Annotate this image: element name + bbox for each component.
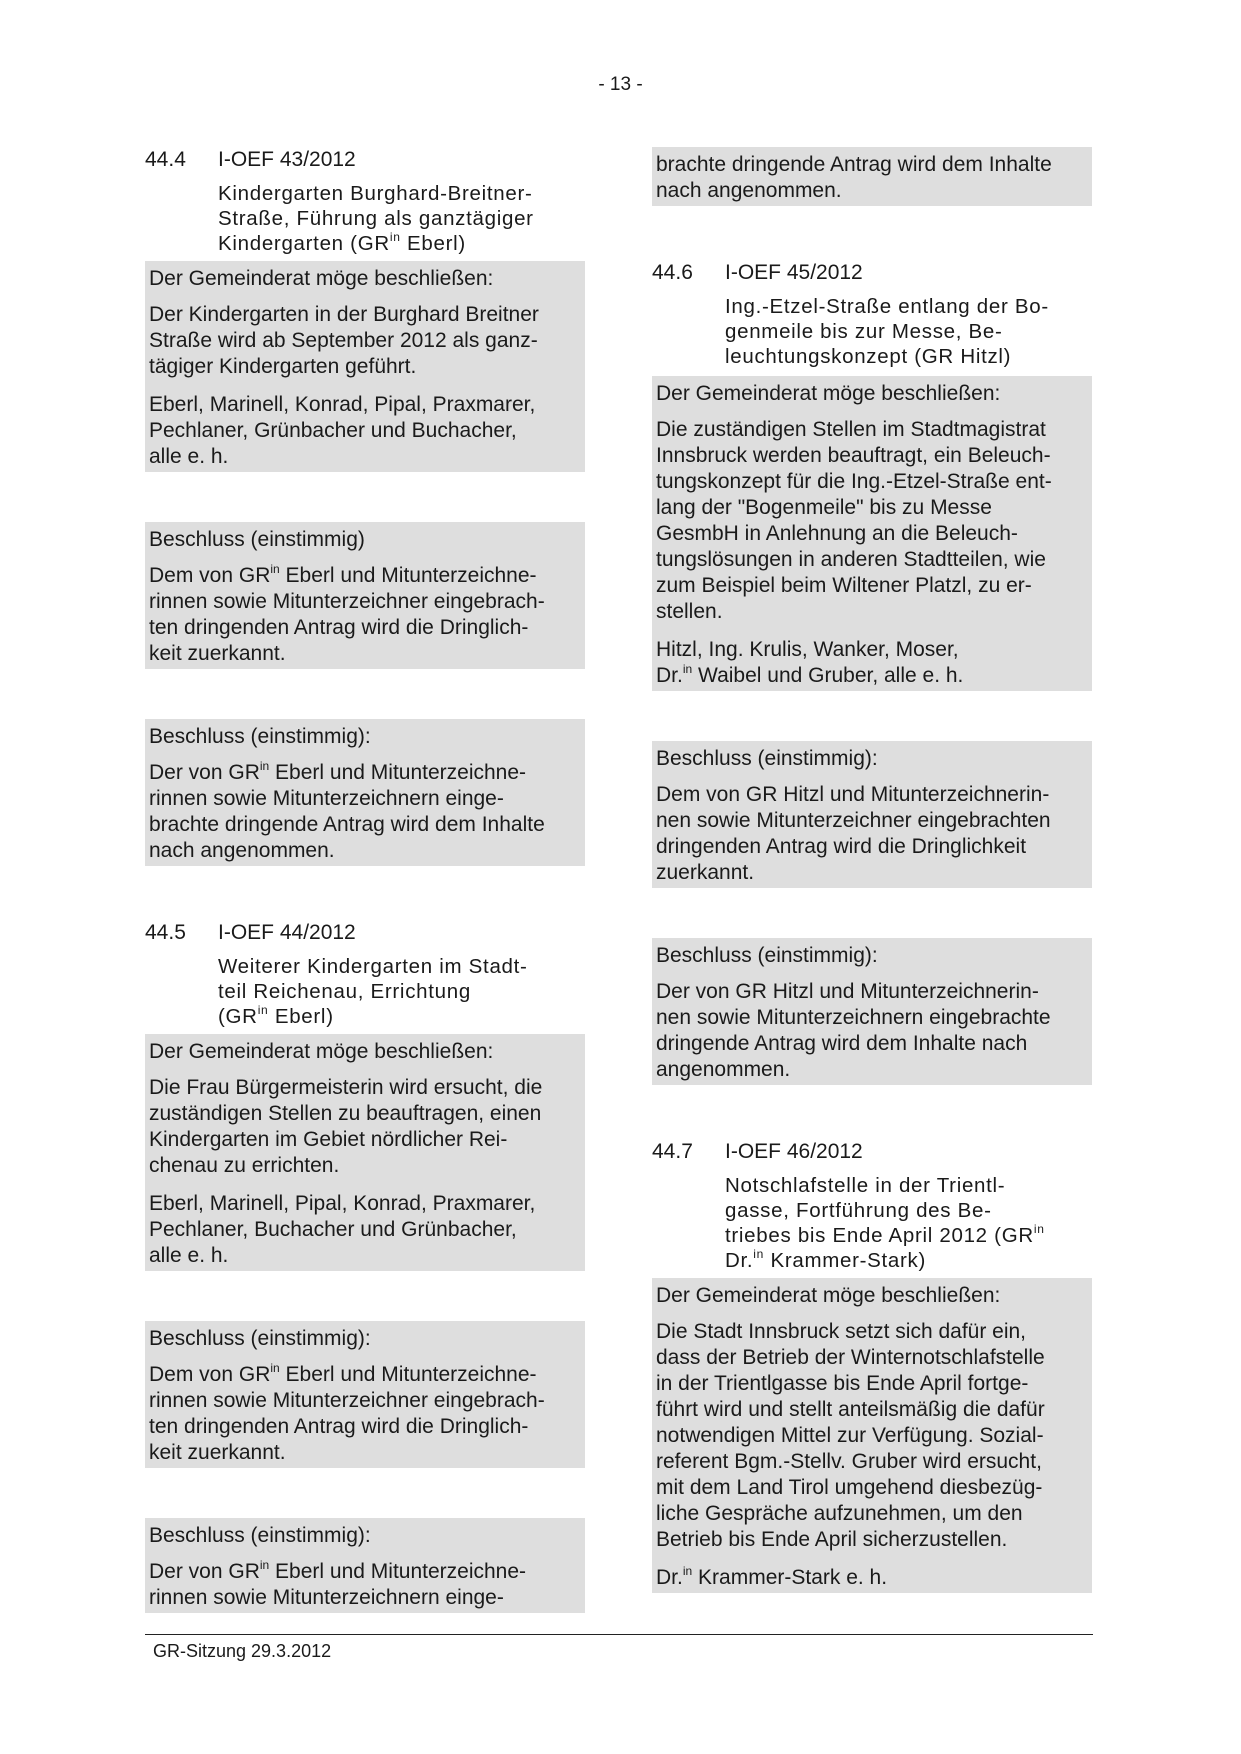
title-line: Notschlafstelle in der Trientl- xyxy=(725,1174,1006,1197)
text-line: chenau zu errichten. xyxy=(149,1154,340,1177)
motion-text xyxy=(149,1075,581,1179)
text-line: notwendigen Mittel zur Verfügung. Sozial- xyxy=(656,1424,1044,1447)
resolution-box-44-4-urgency xyxy=(145,522,585,669)
text-line: zuständigen Stellen zu beauftragen, einen xyxy=(149,1102,542,1125)
text-line: Kindergarten im Gebiet nördlicher Rei- xyxy=(149,1128,508,1151)
text-line: tungskonzept für die Ing.-Etzel-Straße ent- xyxy=(656,470,1052,493)
sup-in: in xyxy=(257,1003,269,1017)
text-line: tungslösungen in anderen Stadtteilen, wie xyxy=(656,548,1046,571)
text-line: referent Bgm.-Stellv. Gruber wird ersucht, xyxy=(656,1450,1042,1473)
resolution-text xyxy=(149,563,581,667)
title-line: Krammer-Stark) xyxy=(764,1249,927,1272)
resolution-box-44-6-content xyxy=(652,938,1092,1085)
resolution-head: Beschluss (einstimmig) xyxy=(149,528,365,551)
text-line: dringende Antrag wird dem Inhalte nach xyxy=(656,1032,1028,1055)
text-line: nach angenommen. xyxy=(656,179,842,202)
title-line: Straße, Führung als ganztägiger xyxy=(218,207,534,230)
item-heading-44-5 xyxy=(145,920,585,946)
title-line: Eberl) xyxy=(268,1005,334,1028)
text-line: alle e. h. xyxy=(149,1244,229,1267)
text-line: nen sowie Mitunterzeichnern eingebrachte xyxy=(656,1006,1051,1029)
gr-abbrev: GR xyxy=(225,1005,258,1028)
item-heading-44-7 xyxy=(652,1139,1092,1165)
gr-abbrev: GR xyxy=(228,1560,260,1583)
sup-in: in xyxy=(270,1361,280,1375)
text-line: brachte dringende Antrag wird dem Inhalte xyxy=(656,153,1052,176)
item-code: I-OEF 43/2012 xyxy=(218,148,356,171)
gr-abbrev: GR xyxy=(357,232,390,255)
text-line: zum Beispiel beim Wiltener Platzl, zu er- xyxy=(656,574,1032,597)
page-number: - 13 - xyxy=(598,74,643,95)
text-line: Der von GR Hitzl und Mitunterzeichnerin- xyxy=(656,980,1039,1003)
title-line: Kindergarten ( xyxy=(218,232,358,255)
item-code: I-OEF 44/2012 xyxy=(218,921,356,944)
resolution-head: Beschluss (einstimmig): xyxy=(149,1524,371,1547)
sup-in: in xyxy=(682,662,693,676)
resolution-text xyxy=(149,760,581,864)
text-line: Eberl und Mitunterzeichne- xyxy=(269,761,527,784)
text-line: Dem von xyxy=(149,564,239,587)
title-line: teil Reichenau, Errichtung xyxy=(218,980,471,1003)
dr-abbrev: Dr. xyxy=(656,1566,683,1589)
resolution-head: Beschluss (einstimmig): xyxy=(656,944,878,967)
item-heading-44-4 xyxy=(145,147,585,173)
item-code: I-OEF 45/2012 xyxy=(725,261,863,284)
title-line: genmeile bis zur Messe, Be- xyxy=(725,320,1003,343)
signers xyxy=(656,1565,1088,1591)
text-line: stellen. xyxy=(656,600,723,623)
resolution-box-44-4-content xyxy=(145,719,585,866)
title-line: Weiterer Kindergarten im Stadt- xyxy=(218,955,528,978)
right-column xyxy=(652,147,1092,1593)
text-line: nen sowie Mitunterzeichner eingebrachten xyxy=(656,809,1051,832)
text-line: nach angenommen. xyxy=(149,839,335,862)
resolution-box-44-5-content xyxy=(145,1518,585,1613)
text-line: Eberl und Mitunterzeichne- xyxy=(269,1560,527,1583)
sup-in: in xyxy=(270,562,280,576)
text-line: Die Stadt Innsbruck setzt sich dafür ein, xyxy=(656,1320,1027,1343)
resolution-text xyxy=(149,1559,581,1611)
item-title-44-7 xyxy=(725,1173,1092,1273)
item-number: 44.6 xyxy=(652,261,693,284)
motion-lead: Der Gemeinderat möge beschließen: xyxy=(656,1284,1001,1307)
item-number: 44.5 xyxy=(145,921,186,944)
motion-lead: Der Gemeinderat möge beschließen: xyxy=(149,267,494,290)
motion-text xyxy=(656,1319,1088,1553)
text-line: alle e. h. xyxy=(149,445,229,468)
sup-in: in xyxy=(389,230,401,244)
text-line: keit zuerkannt. xyxy=(149,642,286,665)
title-line: Kindergarten Burghard-Breitner- xyxy=(218,182,533,205)
resolution-box-44-5-continued xyxy=(652,147,1092,206)
text-line: Dem von GR Hitzl und Mitunterzeichnerin- xyxy=(656,783,1050,806)
text-line: Hitzl, Ing. Krulis, Wanker, Moser, xyxy=(656,638,959,661)
title-line: gasse, Fortführung des Be- xyxy=(725,1199,992,1222)
resolution-box-44-5-urgency xyxy=(145,1321,585,1468)
text-line: Die zuständigen Stellen im Stadtmagistrat xyxy=(656,418,1046,441)
text-line: ten dringenden Antrag wird die Dringlich- xyxy=(149,616,529,639)
gr-abbrev: GR xyxy=(1001,1224,1034,1247)
text-line: Eberl, Marinell, Konrad, Pipal, Praxmarer, xyxy=(149,393,536,416)
sup-in: in xyxy=(1033,1222,1045,1236)
motion-box-44-4 xyxy=(145,261,585,472)
resolution-text xyxy=(149,1362,581,1466)
item-title-44-5 xyxy=(218,954,585,1029)
resolution-text xyxy=(656,782,1088,886)
resolution-head: Beschluss (einstimmig): xyxy=(149,1327,371,1350)
motion-text xyxy=(656,417,1088,625)
resolution-head: Beschluss (einstimmig): xyxy=(149,725,371,748)
motion-box-44-6 xyxy=(652,376,1092,691)
left-column xyxy=(145,147,585,1613)
footer-divider xyxy=(145,1634,1093,1635)
signers xyxy=(656,637,1088,689)
text-line: tägiger Kindergarten geführt. xyxy=(149,355,417,378)
sup-in: in xyxy=(753,1247,765,1261)
dr-abbrev: Dr. xyxy=(725,1249,754,1272)
title-line: ( xyxy=(218,1005,226,1028)
text-line: keit zuerkannt. xyxy=(149,1441,286,1464)
text-line: Der Kindergarten in der Burghard Breitner xyxy=(149,303,539,326)
dr-abbrev: Dr. xyxy=(656,664,683,687)
text-line: dass der Betrieb der Winternotschlafstelle xyxy=(656,1346,1045,1369)
motion-lead: Der Gemeinderat möge beschließen: xyxy=(656,382,1001,405)
resolution-text xyxy=(656,152,1088,204)
text-line: führt wird und stellt anteilsmäßig die dafür xyxy=(656,1398,1045,1421)
text-line: Straße wird ab September 2012 als ganz- xyxy=(149,329,538,352)
signers xyxy=(149,392,581,470)
item-title-44-6 xyxy=(725,294,1092,369)
resolution-box-44-6-urgency xyxy=(652,741,1092,888)
text-line: brachte dringende Antrag wird dem Inhalte xyxy=(149,813,545,836)
text-line: GesmbH in Anlehnung an die Beleuch- xyxy=(656,522,1018,545)
text-line: angenommen. xyxy=(656,1058,791,1081)
text-line: Eberl und Mitunterzeichne- xyxy=(279,564,537,587)
sup-in: in xyxy=(259,759,270,773)
text-line: Dem von xyxy=(149,1363,239,1386)
text-line: rinnen sowie Mitunterzeichner eingebrach- xyxy=(149,1389,545,1412)
item-code: I-OEF 46/2012 xyxy=(725,1140,863,1163)
title-line: Eberl) xyxy=(400,232,466,255)
text-line: zuerkannt. xyxy=(656,861,755,884)
text-line: Die Frau Bürgermeisterin wird ersucht, die xyxy=(149,1076,543,1099)
text-line: in der Trientlgasse bis Ende April fortge- xyxy=(656,1372,1029,1395)
gr-abbrev: GR xyxy=(228,761,260,784)
text-line: lang der "Bogenmeile" bis zu Messe xyxy=(656,496,992,519)
footer-session: GR-Sitzung 29.3.2012 xyxy=(153,1641,332,1661)
resolution-text xyxy=(656,979,1088,1083)
text-line: Der von xyxy=(149,1560,229,1583)
item-heading-44-6 xyxy=(652,260,1092,286)
item-number: 44.7 xyxy=(652,1140,693,1163)
motion-box-44-7 xyxy=(652,1278,1092,1593)
title-line: triebes bis Ende April 2012 ( xyxy=(725,1224,1002,1247)
item-title-44-4 xyxy=(218,181,585,256)
text-line: Eberl, Marinell, Pipal, Konrad, Praxmarer, xyxy=(149,1192,536,1215)
text-line: Pechlaner, Buchacher und Grünbacher, xyxy=(149,1218,517,1241)
item-number: 44.4 xyxy=(145,148,186,171)
text-line: liche Gespräche aufzunehmen, um den xyxy=(656,1502,1023,1525)
text-line: Der von xyxy=(149,761,229,784)
motion-box-44-5 xyxy=(145,1034,585,1271)
text-line: Pechlaner, Grünbacher und Buchacher, xyxy=(149,419,517,442)
text-line: ten dringenden Antrag wird die Dringlich- xyxy=(149,1415,529,1438)
motion-lead: Der Gemeinderat möge beschließen: xyxy=(149,1040,494,1063)
text-line: dringenden Antrag wird die Dringlichkeit xyxy=(656,835,1027,858)
text-line: Krammer-Stark e. h. xyxy=(692,1566,888,1589)
text-line: Eberl und Mitunterzeichne- xyxy=(279,1363,537,1386)
motion-text xyxy=(149,302,581,380)
text-line: Innsbruck werden beauftragt, ein Beleuch- xyxy=(656,444,1051,467)
gr-abbrev: GR xyxy=(238,1363,271,1386)
signers xyxy=(149,1191,581,1269)
sup-in: in xyxy=(259,1558,270,1572)
resolution-head: Beschluss (einstimmig): xyxy=(656,747,878,770)
text-line: rinnen sowie Mitunterzeichnern einge- xyxy=(149,1586,504,1609)
sup-in: in xyxy=(682,1564,693,1578)
text-line: rinnen sowie Mitunterzeichner eingebrach- xyxy=(149,590,545,613)
gr-abbrev: GR xyxy=(238,564,271,587)
title-line: Ing.-Etzel-Straße entlang der Bo- xyxy=(725,295,1049,318)
text-line: Betrieb bis Ende April sicherzustellen. xyxy=(656,1528,1008,1551)
text-line: rinnen sowie Mitunterzeichnern einge- xyxy=(149,787,504,810)
title-line: leuchtungskonzept (GR Hitzl) xyxy=(725,345,1012,368)
text-line: Waibel und Gruber, alle e. h. xyxy=(692,664,964,687)
text-line: mit dem Land Tirol umgehend diesbezüg- xyxy=(656,1476,1043,1499)
